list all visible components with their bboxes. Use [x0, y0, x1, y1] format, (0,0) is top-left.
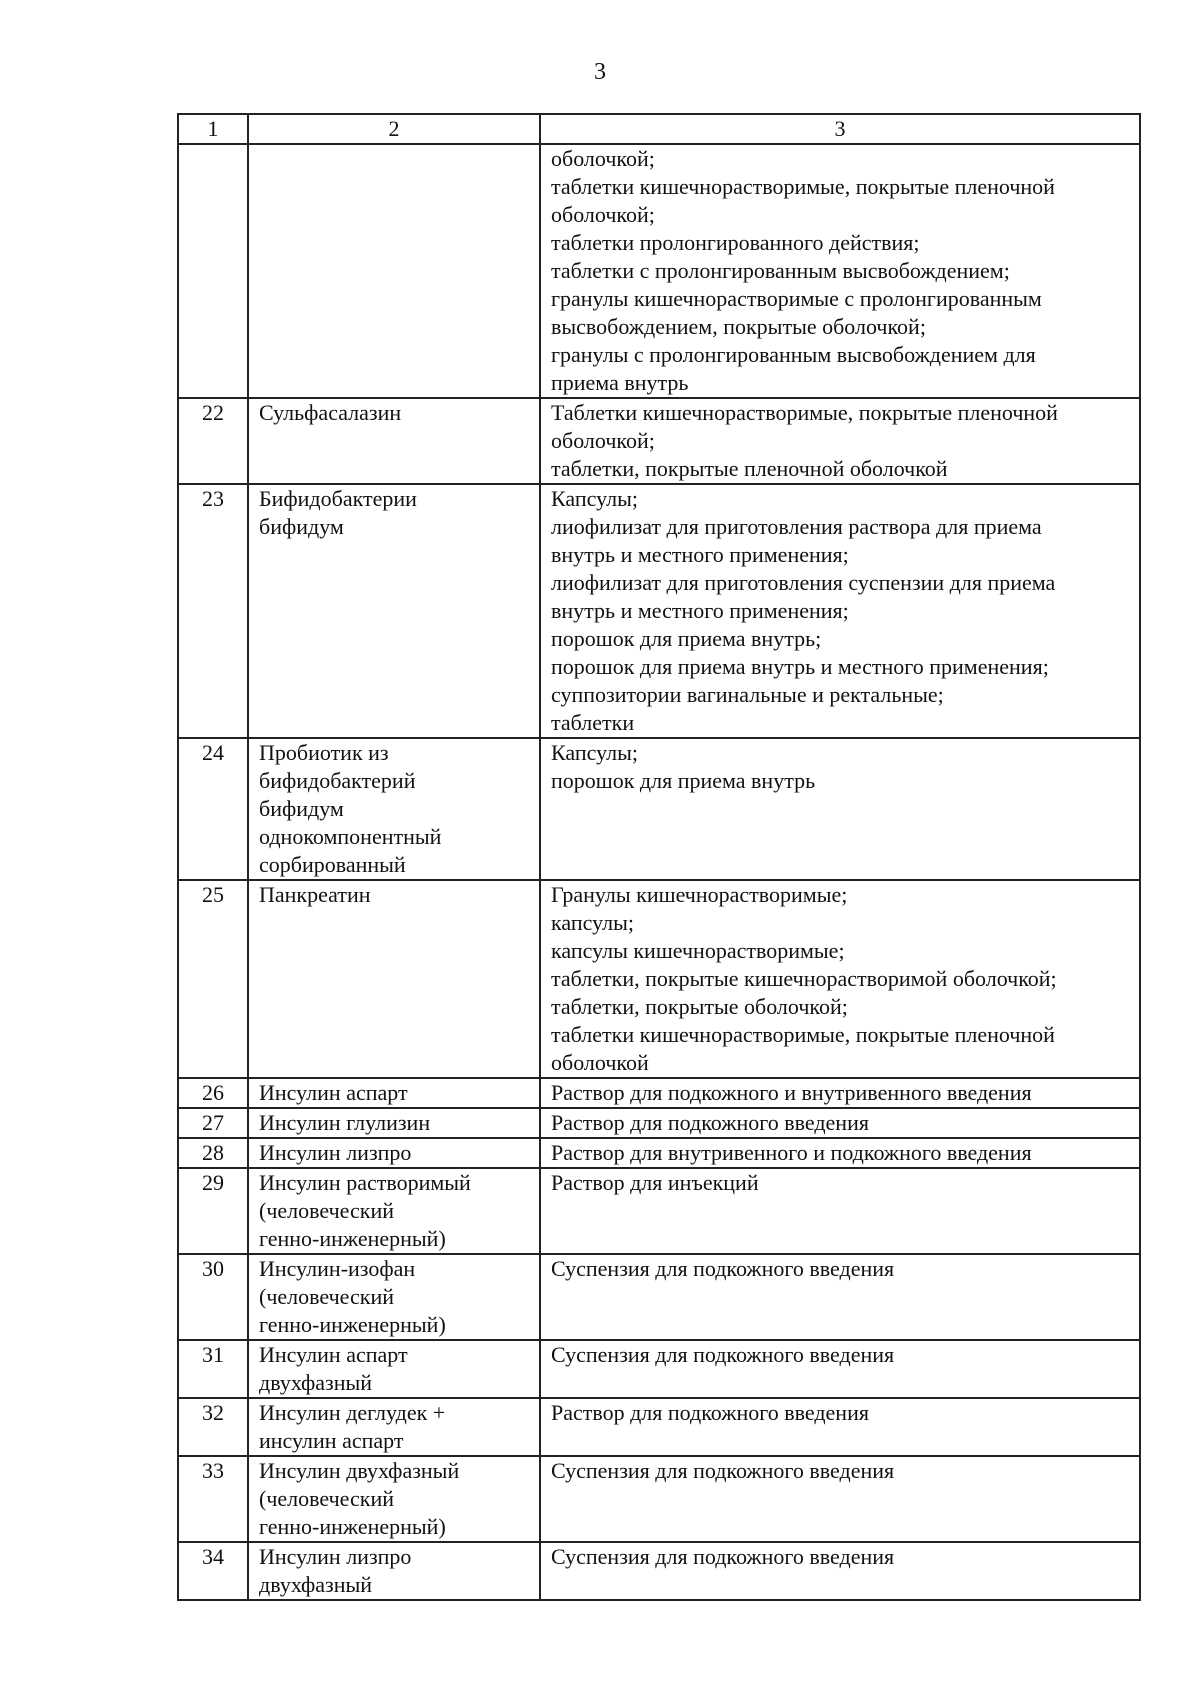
dosage-forms-cell — [540, 738, 1140, 880]
dosage-forms-cell — [540, 1542, 1140, 1600]
dosage-form-line: Раствор для внутривенного и подкожного введения — [551, 1140, 1032, 1165]
dosage-form-line: порошок для приема внутрь; — [551, 626, 822, 651]
drug-name-line: Инсулин аспарт — [259, 1342, 408, 1367]
dosage-form-line: таблетки с пролонгированным высвобождением; — [551, 258, 1010, 283]
dosage-form-line: Суспензия для подкожного введения — [551, 1544, 895, 1569]
dosage-forms-cell — [540, 880, 1140, 1078]
dosage-forms-cell — [540, 1340, 1140, 1398]
dosage-form-line: лиофилизат для приготовления раствора для приема — [551, 514, 1042, 539]
header-row — [178, 114, 1140, 144]
drug-name-cell — [248, 1254, 540, 1340]
drug-name-line: Инсулин растворимый — [259, 1170, 471, 1195]
dosage-form-line: высвобождением, покрытые оболочкой; — [551, 314, 926, 339]
drug-name-line: Сульфасалазин — [259, 400, 402, 425]
drug-name-line: инсулин аспарт — [259, 1428, 404, 1453]
table-row — [178, 1078, 1140, 1108]
drug-name-cell — [248, 398, 540, 484]
dosage-form-line: Капсулы; — [551, 486, 639, 511]
dosage-form-line: капсулы кишечнорастворимые; — [551, 938, 845, 963]
table-row — [178, 1254, 1140, 1340]
drug-forms-table — [177, 113, 1141, 1601]
dosage-form-line: внутрь и местного применения; — [551, 542, 849, 567]
drug-name-line: Панкреатин — [259, 882, 371, 907]
table-header — [178, 114, 1140, 144]
row-number: 31 — [178, 1340, 248, 1398]
drug-name-line: Инсулин деглудек + — [259, 1400, 446, 1425]
row-number: 22 — [178, 398, 248, 484]
drug-name-line: однокомпонентный — [259, 824, 442, 849]
dosage-form-line: оболочкой; — [551, 202, 655, 227]
drug-name-cell — [248, 1078, 540, 1108]
dosage-forms-cell — [540, 484, 1140, 738]
dosage-form-line: таблетки, покрытые оболочкой; — [551, 994, 848, 1019]
dosage-form-line: Суспензия для подкожного введения — [551, 1256, 895, 1281]
dosage-form-line: лиофилизат для приготовления суспензии для приема — [551, 570, 1056, 595]
dosage-forms-cell — [540, 1168, 1140, 1254]
table-row — [178, 398, 1140, 484]
dosage-form-line: Суспензия для подкожного введения — [551, 1458, 895, 1483]
dosage-form-line: таблетки пролонгированного действия; — [551, 230, 920, 255]
dosage-form-line: Раствор для инъекций — [551, 1170, 759, 1195]
table-row — [178, 1340, 1140, 1398]
dosage-form-line: таблетки, покрытые пленочной оболочкой — [551, 456, 948, 481]
drug-name-line: Инсулин аспарт — [259, 1080, 408, 1105]
dosage-form-line: капсулы; — [551, 910, 634, 935]
drug-name-line: Пробиотик из — [259, 740, 389, 765]
dosage-form-line: внутрь и местного применения; — [551, 598, 849, 623]
dosage-form-line: таблетки кишечнорастворимые, покрытые пленочной — [551, 174, 1055, 199]
dosage-form-line: оболочкой — [551, 1050, 649, 1075]
drug-name-line: генно-инженерный) — [259, 1312, 446, 1337]
drug-name-cell — [248, 880, 540, 1078]
table-row — [178, 1168, 1140, 1254]
dosage-form-line: оболочкой; — [551, 428, 655, 453]
dosage-forms-cell — [540, 1398, 1140, 1456]
table-row — [178, 484, 1140, 738]
dosage-form-line: Раствор для подкожного введения — [551, 1400, 869, 1425]
drug-name-line: (человеческий — [259, 1486, 394, 1511]
dosage-form-line: порошок для приема внутрь — [551, 768, 816, 793]
header-col-1: 1 — [178, 114, 248, 144]
table-row — [178, 1542, 1140, 1600]
drug-name-line: сорбированный — [259, 852, 406, 877]
drug-name-line: бифидобактерий — [259, 768, 416, 793]
page-number: 3 — [594, 59, 606, 85]
dosage-form-line: гранулы кишечнорастворимые с пролонгированным — [551, 286, 1042, 311]
drug-name-line: (человеческий — [259, 1198, 394, 1223]
drug-name-line: (человеческий — [259, 1284, 394, 1309]
header-col-2: 2 — [248, 114, 540, 144]
drug-name-line: Инсулин глулизин — [259, 1110, 431, 1135]
drug-name-cell — [248, 1168, 540, 1254]
table-row — [178, 1108, 1140, 1138]
dosage-forms-cell — [540, 1078, 1140, 1108]
row-number — [178, 144, 248, 398]
row-number: 24 — [178, 738, 248, 880]
row-number: 33 — [178, 1456, 248, 1542]
dosage-form-line: порошок для приема внутрь и местного применения; — [551, 654, 1049, 679]
row-number: 34 — [178, 1542, 248, 1600]
drug-name-cell — [248, 1542, 540, 1600]
drug-name-cell — [248, 1456, 540, 1542]
row-number: 32 — [178, 1398, 248, 1456]
dosage-form-line: таблетки, покрытые кишечнорастворимой оболочкой; — [551, 966, 1057, 991]
drug-name-line: генно-инженерный) — [259, 1226, 446, 1251]
dosage-form-line: таблетки кишечнорастворимые, покрытые пленочной — [551, 1022, 1055, 1047]
table-row — [178, 880, 1140, 1078]
dosage-form-line: таблетки — [551, 710, 635, 735]
dosage-form-line: суппозитории вагинальные и ректальные; — [551, 682, 944, 707]
header-col-3: 3 — [540, 114, 1140, 144]
dosage-forms-cell — [540, 398, 1140, 484]
drug-name-line: Бифидобактерии — [259, 486, 417, 511]
drug-name-cell — [248, 1138, 540, 1168]
drug-name-cell — [248, 738, 540, 880]
row-number: 23 — [178, 484, 248, 738]
drug-name-cell — [248, 484, 540, 738]
drug-name-line: Инсулин лизпро — [259, 1544, 412, 1569]
drug-name-line: Инсулин лизпро — [259, 1140, 412, 1165]
dosage-form-line: Суспензия для подкожного введения — [551, 1342, 895, 1367]
drug-name-line: бифидум — [259, 514, 344, 539]
dosage-forms-cell — [540, 1254, 1140, 1340]
drug-name-line: генно-инженерный) — [259, 1514, 446, 1539]
table-row — [178, 1456, 1140, 1542]
dosage-form-line: Таблетки кишечнорастворимые, покрытые пленочной — [551, 400, 1058, 425]
dosage-form-line: Гранулы кишечнорастворимые; — [551, 882, 848, 907]
row-number: 25 — [178, 880, 248, 1078]
drug-name-line: Инсулин-изофан — [259, 1256, 416, 1281]
row-number: 28 — [178, 1138, 248, 1168]
row-number: 27 — [178, 1108, 248, 1138]
table-row — [178, 144, 1140, 398]
table-row — [178, 738, 1140, 880]
drug-name-cell — [248, 1108, 540, 1138]
row-number: 26 — [178, 1078, 248, 1108]
dosage-forms-cell — [540, 144, 1140, 398]
row-number: 30 — [178, 1254, 248, 1340]
drug-name-line: двухфазный — [259, 1572, 373, 1597]
row-number: 29 — [178, 1168, 248, 1254]
drug-name-cell — [248, 1398, 540, 1456]
dosage-form-line: Раствор для подкожного введения — [551, 1110, 869, 1135]
table-body — [178, 144, 1140, 1600]
drug-name-line: Инсулин двухфазный — [259, 1458, 460, 1483]
dosage-forms-cell — [540, 1138, 1140, 1168]
dosage-form-line: приема внутрь — [551, 370, 689, 395]
table-row — [178, 1138, 1140, 1168]
dosage-form-line: гранулы с пролонгированным высвобождением для — [551, 342, 1036, 367]
drug-name-line: двухфазный — [259, 1370, 373, 1395]
dosage-forms-cell — [540, 1456, 1140, 1542]
drug-name-line: бифидум — [259, 796, 344, 821]
table-row — [178, 1398, 1140, 1456]
dosage-form-line: Капсулы; — [551, 740, 639, 765]
drug-name-cell — [248, 144, 540, 398]
drug-name-cell — [248, 1340, 540, 1398]
dosage-forms-cell — [540, 1108, 1140, 1138]
dosage-form-line: Раствор для подкожного и внутривенного введения — [551, 1080, 1032, 1105]
dosage-form-line: оболочкой; — [551, 146, 655, 171]
